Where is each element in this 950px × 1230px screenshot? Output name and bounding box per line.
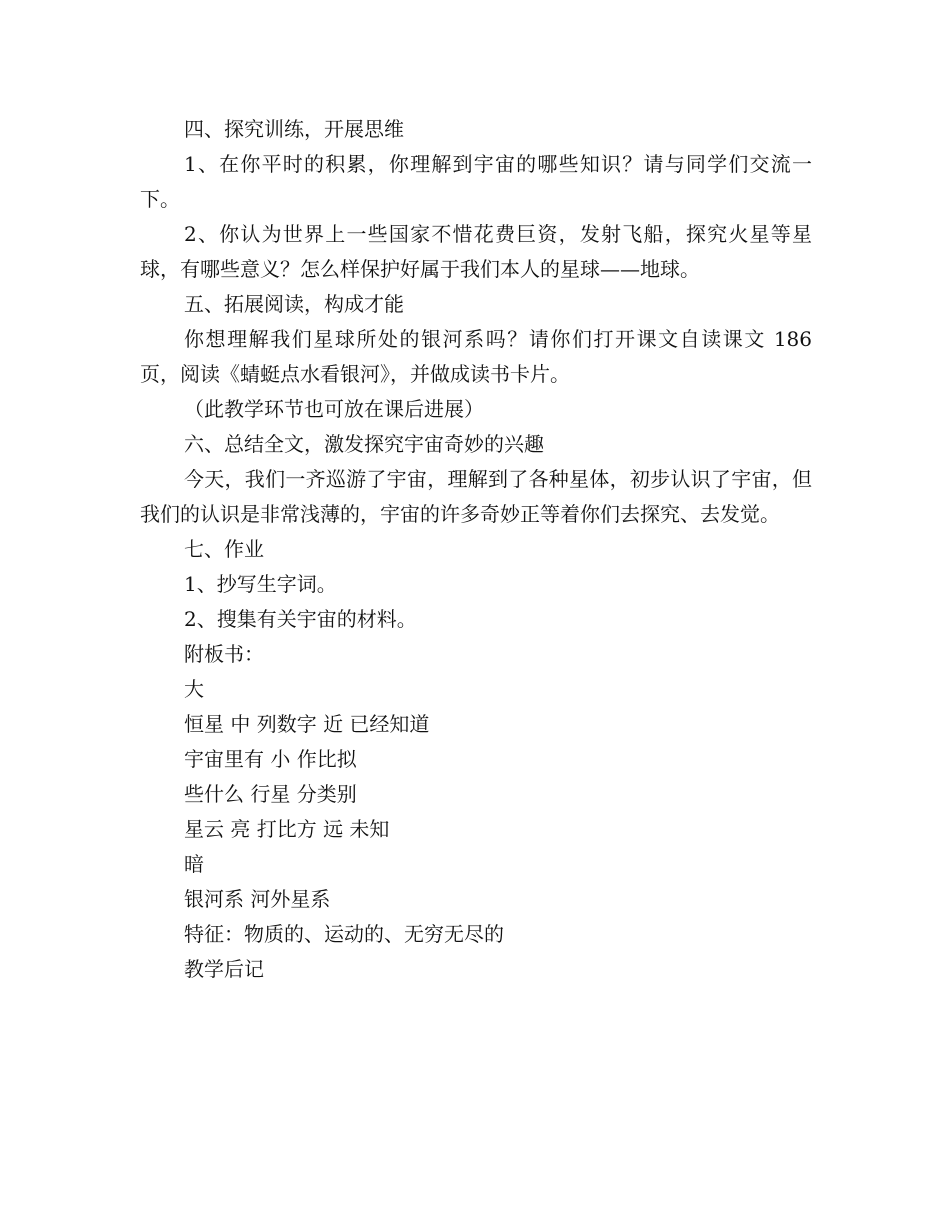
board-line: 特征：物质的、运动的、无穷无尽的 xyxy=(184,922,504,946)
section-heading: 四、探究训练，开展思维 xyxy=(184,117,404,141)
paragraph: 2、搜集有关宇宙的材料。 xyxy=(184,607,417,631)
paragraph: 2、你认为世界上一些国家不惜花费巨资，发射飞船，探究火星等星球，有哪些意义？怎么样保护好属于我们本人的星球——地球。 xyxy=(140,222,812,281)
section-heading: 七、作业 xyxy=(184,537,264,561)
paragraph: 今天，我们一齐巡游了宇宙，理解到了各种星体，初步认识了宇宙，但我们的认识是非常浅薄的，宇宙的许多奇妙正等着你们去探究、去发觉。 xyxy=(140,467,812,526)
board-heading: 附板书： xyxy=(184,642,264,666)
paragraph: （此教学环节也可放在课后进展） xyxy=(184,397,484,421)
board-line: 星云 亮 打比方 远 未知 xyxy=(184,817,390,841)
section-heading: 五、拓展阅读，构成才能 xyxy=(184,292,404,316)
board-line: 暗 xyxy=(184,852,204,876)
section-heading: 六、总结全文，激发探究宇宙奇妙的兴趣 xyxy=(184,432,544,456)
board-line: 些什么 行星 分类别 xyxy=(184,782,357,806)
document-body xyxy=(140,112,812,987)
board-line: 大 xyxy=(184,677,204,701)
board-line: 宇宙里有 小 作比拟 xyxy=(184,747,357,771)
paragraph: 1、抄写生字词。 xyxy=(184,572,337,596)
board-line: 恒星 中 列数字 近 已经知道 xyxy=(184,712,430,736)
paragraph: 1、在你平时的积累，你理解到宇宙的哪些知识？请与同学们交流一下。 xyxy=(140,152,812,211)
closing-heading: 教学后记 xyxy=(184,957,264,981)
paragraph: 你想理解我们星球所处的银河系吗？请你们打开课文自读课文 186 页，阅读《蜻蜓点水看银河》，并做成读书卡片。 xyxy=(140,327,812,386)
board-line: 银河系 河外星系 xyxy=(184,887,331,911)
